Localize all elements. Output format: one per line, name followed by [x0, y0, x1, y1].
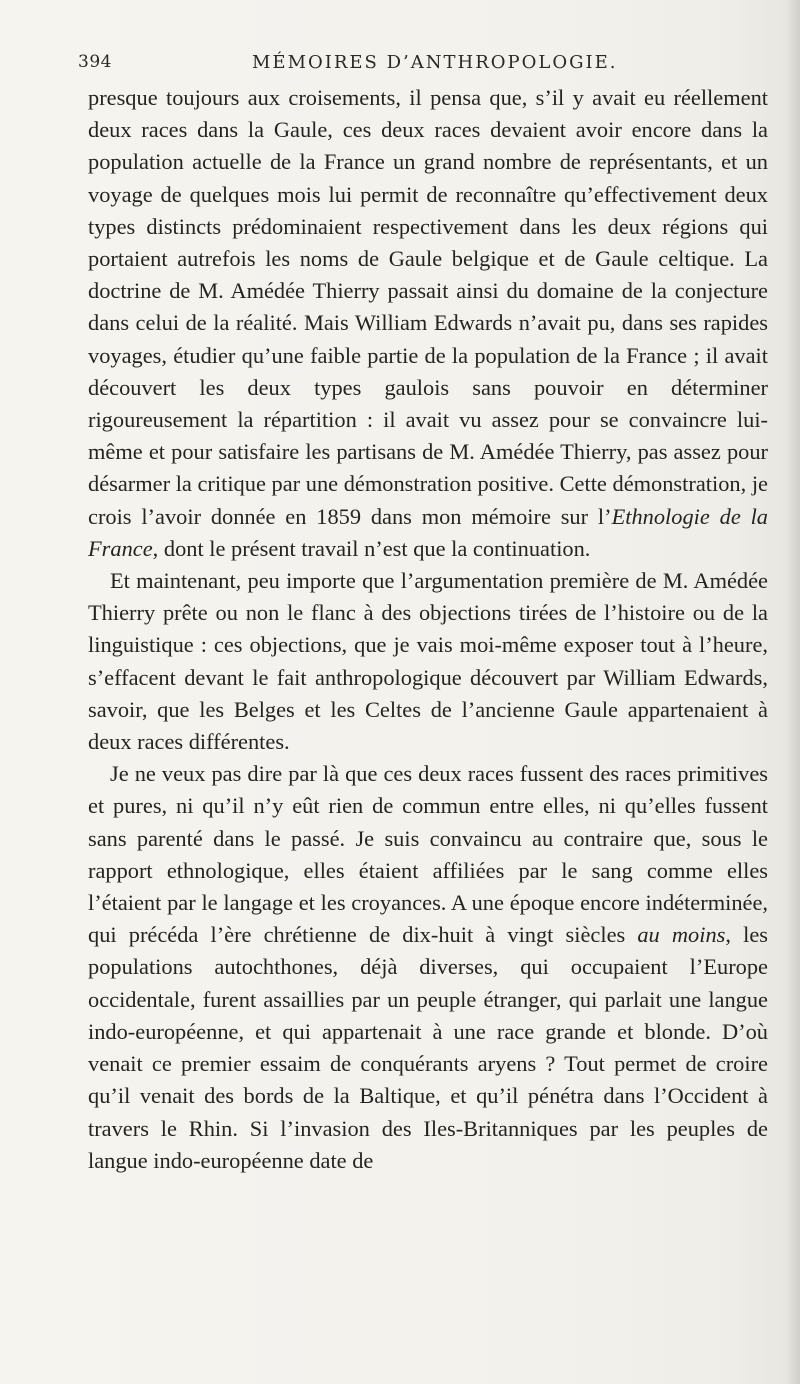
paragraph-1-text: presque toujours aux croisements, il pensa que, s’il y avait eu réellement deux races dans la Gaule, ces deux races devaient avoir encore dans la population actuelle de la France un grand nombre de représentants, et un voyage de quelques mois lui permit de reconnaître qu’effectivement deux types distincts prédominaient respectivement dans les deux régions qui portaient autrefois les noms de Gaule belgique et de Gaule celtique. La doctrine de M. Amédée Thierry passait ainsi du domaine de la conjecture dans celui de la réalité. Mais William Edwards n’avait pu, dans ses rapides voyages, étudier qu’une faible partie de la population de la France ; il avait découvert les deux types gaulois sans pouvoir en déterminer rigoureusement la répartition : il avait vu assez pour se convaincre lui-même et pour satisfaire les partisans de M. Amédée Thierry, pas assez pour désarmer la critique par une démonstration positive. Cette démonstration, je crois l’avoir donnée en 1859 dans mon mémoire sur l’ [88, 85, 768, 529]
paragraph-3 [88, 758, 768, 1177]
paragraph-1 [88, 82, 768, 565]
italic-phrase: au moins [637, 922, 726, 948]
page-edge-shadow [786, 0, 800, 1384]
paragraph-1-text-end: , dont le présent travail n’est que la continuation. [152, 535, 591, 561]
running-title: MÉMOIRES D’ANTHROPOLOGIE. [252, 52, 618, 73]
paragraph-3-text: Je ne veux pas dire par là que ces deux races fussent des races primitives et pures, ni qu’il n’y eût rien de commun entre elles, ni qu’elles fussent sans parenté dans le passé. Je suis convaincu au contraire que, sous le rapport ethnologique, elles étaient affiliées par le sang comme elles l’étaient par le langage et les croyances. A une époque encore indéterminée, qui précéda l’ère chrétienne de dix-huit à vingt siècles [88, 761, 768, 948]
paragraph-2 [88, 565, 768, 758]
paragraph-2-text: Et maintenant, peu importe que l’argumentation première de M. Amédée Thierry prête ou non le flanc à des objections tirées de l’histoire ou de la linguistique : ces objections, que je vais moi-même exposer tout à l’heure, s’effacent devant le fait anthropologique découvert par William Edwards, savoir, que les Belges et les Celtes de l’ancienne Gaule appartenaient à deux races différentes. [88, 568, 768, 755]
paragraph-3-text-end: , les populations autochthones, déjà diverses, qui occupaient l’Europe occidentale, furent assaillies par un peuple étranger, qui parlait une langue indo-européenne, et qui appartenait à une race grande et blonde. D’où venait ce premier essaim de conquérants aryens ? Tout permet de croire qu’il venait des bords de la Baltique, et qu’il pénétra dans l’Occident à travers le Rhin. Si l’invasion des Iles-Britanniques par les peuples de langue indo-européenne date de [88, 922, 768, 1173]
body-text [88, 82, 768, 1177]
italic-title: Ethnologie de la France [88, 503, 768, 561]
page-number: 394 [78, 52, 112, 72]
running-head [78, 52, 768, 82]
